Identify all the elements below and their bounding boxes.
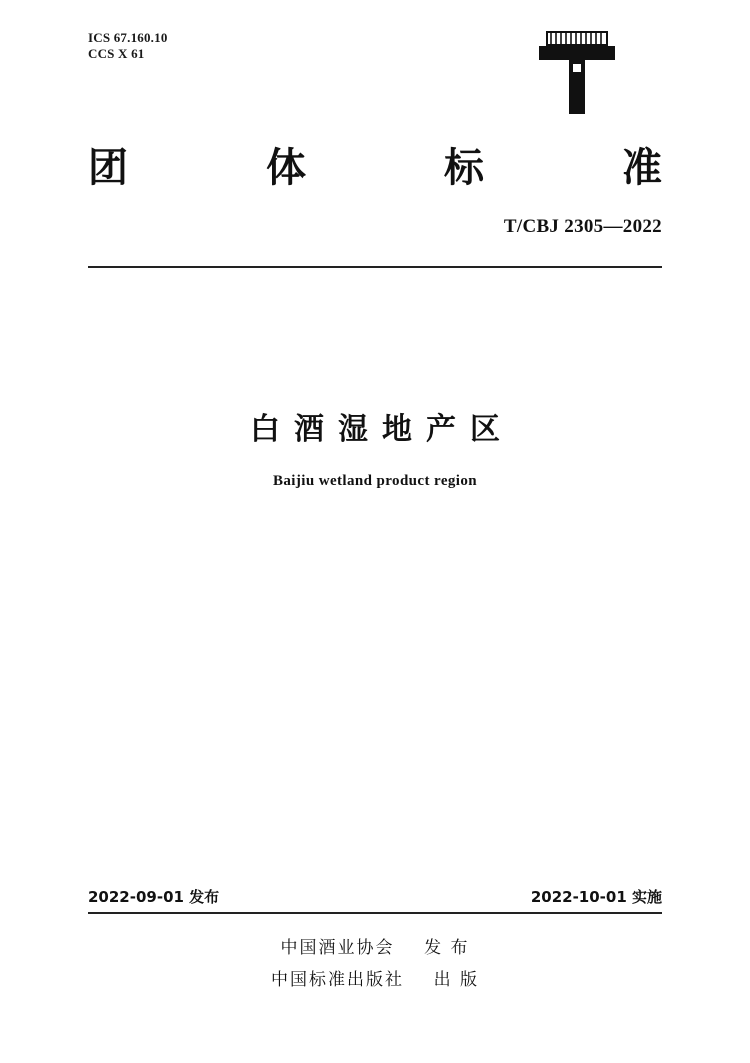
title-char-1: 团 xyxy=(88,145,128,191)
title-char-4: 准 xyxy=(622,145,662,191)
t-standard-logo-icon xyxy=(527,28,627,118)
ccs-code: CCS X 61 xyxy=(88,46,145,61)
publisher-block xyxy=(0,932,750,996)
issuing-organization: 中国酒业协会 发 布 xyxy=(280,938,470,958)
title-char-2: 体 xyxy=(266,145,306,191)
ics-code: ICS 67.160.10 xyxy=(88,30,168,45)
implementation-date: 2022-10-01 实施 xyxy=(530,888,662,906)
divider-bottom xyxy=(88,912,662,914)
document-title-chinese: 白酒湿地产区 xyxy=(250,412,514,447)
group-standard-title xyxy=(88,140,662,196)
dates-row xyxy=(88,886,662,907)
standard-number: T/CBJ 2305—2022 xyxy=(503,216,662,237)
divider-top xyxy=(88,266,662,268)
title-char-3: 标 xyxy=(444,145,484,191)
publishing-house: 中国标准出版社 出 版 xyxy=(270,970,480,990)
issue-date: 2022-09-01 发布 xyxy=(88,888,220,906)
document-title-english: Baijiu wetland product region xyxy=(273,473,477,489)
header-classification-codes xyxy=(88,30,168,62)
